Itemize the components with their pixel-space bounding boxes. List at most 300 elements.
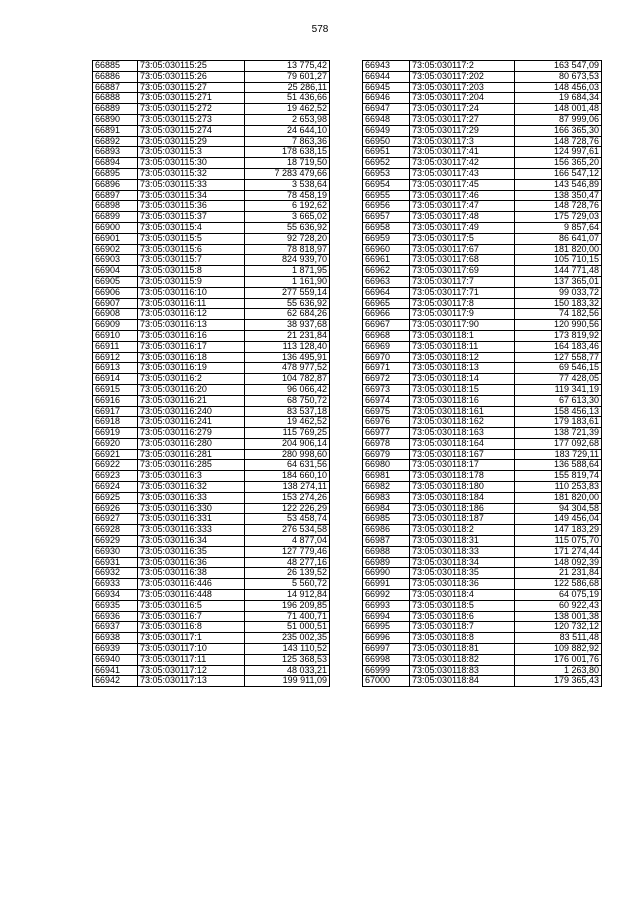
value-cell: 199 911,09: [245, 676, 330, 687]
value-cell: 136 588,64: [515, 460, 602, 471]
row-number-cell: 66937: [93, 622, 138, 633]
cadastral-number-cell: 73:05:030115:273: [138, 114, 245, 125]
value-cell: 48 033,21: [245, 665, 330, 676]
cadastral-number-cell: 73:05:030118:15: [410, 384, 515, 395]
cadastral-number-cell: 73:05:030118:81: [410, 644, 515, 655]
cadastral-number-cell: 73:05:030116:5: [138, 600, 245, 611]
cadastral-number-cell: 73:05:030116:35: [138, 546, 245, 557]
row-number-cell: 66985: [363, 514, 410, 525]
row-number-cell: 66958: [363, 222, 410, 233]
row-number-cell: 66919: [93, 428, 138, 439]
table-row: [93, 212, 330, 223]
table-row: [363, 374, 602, 385]
cadastral-number-cell: 73:05:030118:16: [410, 395, 515, 406]
cadastral-number-cell: 73:05:030116:241: [138, 417, 245, 428]
table-row: [93, 71, 330, 82]
row-number-cell: 66905: [93, 276, 138, 287]
value-cell: 148 728,76: [515, 136, 602, 147]
value-cell: 143 110,52: [245, 644, 330, 655]
cadastral-number-cell: 73:05:030118:33: [410, 546, 515, 557]
value-cell: 105 710,15: [515, 255, 602, 266]
cadastral-number-cell: 73:05:030118:83: [410, 665, 515, 676]
value-cell: 21 231,84: [515, 568, 602, 579]
cadastral-number-cell: 73:05:030118:180: [410, 482, 515, 493]
cadastral-number-cell: 73:05:030116:240: [138, 406, 245, 417]
row-number-cell: 66911: [93, 341, 138, 352]
row-number-cell: 66939: [93, 644, 138, 655]
row-number-cell: 66970: [363, 352, 410, 363]
register-table-left-body: [93, 61, 330, 687]
row-number-cell: 66891: [93, 125, 138, 136]
cadastral-number-cell: 73:05:030116:13: [138, 320, 245, 331]
value-cell: 175 729,03: [515, 212, 602, 223]
value-cell: 166 547,12: [515, 168, 602, 179]
cadastral-number-cell: 73:05:030116:10: [138, 287, 245, 298]
row-number-cell: 66972: [363, 374, 410, 385]
table-row: [93, 363, 330, 374]
cadastral-number-cell: 73:05:030117:204: [410, 93, 515, 104]
row-number-cell: 66975: [363, 406, 410, 417]
value-cell: 122 226,29: [245, 503, 330, 514]
value-cell: 120 732,12: [515, 622, 602, 633]
table-row: [363, 276, 602, 287]
value-cell: 138 274,11: [245, 482, 330, 493]
cadastral-number-cell: 73:05:030116:19: [138, 363, 245, 374]
table-row: [363, 622, 602, 633]
table-row: [93, 406, 330, 417]
table-row: [363, 179, 602, 190]
value-cell: 68 750,72: [245, 395, 330, 406]
value-cell: 155 819,74: [515, 471, 602, 482]
table-row: [93, 244, 330, 255]
row-number-cell: 66918: [93, 417, 138, 428]
table-row: [363, 449, 602, 460]
cadastral-number-cell: 73:05:030118:13: [410, 363, 515, 374]
value-cell: 1 263,80: [515, 665, 602, 676]
table-row: [363, 201, 602, 212]
row-number-cell: 66922: [93, 460, 138, 471]
table-row: [93, 417, 330, 428]
cadastral-number-cell: 73:05:030117:202: [410, 71, 515, 82]
value-cell: 64 075,19: [515, 590, 602, 601]
value-cell: 21 231,84: [245, 330, 330, 341]
value-cell: 183 729,11: [515, 449, 602, 460]
table-row: [93, 492, 330, 503]
value-cell: 4 877,04: [245, 536, 330, 547]
cadastral-number-cell: 73:05:030117:3: [410, 136, 515, 147]
table-row: [363, 233, 602, 244]
table-row: [363, 363, 602, 374]
value-cell: 7 283 479,66: [245, 168, 330, 179]
row-number-cell: 66961: [363, 255, 410, 266]
table-row: [363, 633, 602, 644]
row-number-cell: 66929: [93, 536, 138, 547]
value-cell: 71 400,71: [245, 611, 330, 622]
value-cell: 87 999,06: [515, 114, 602, 125]
row-number-cell: 66991: [363, 579, 410, 590]
table-row: [363, 417, 602, 428]
table-row: [363, 287, 602, 298]
value-cell: 113 128,40: [245, 341, 330, 352]
cadastral-number-cell: 73:05:030118:167: [410, 449, 515, 460]
value-cell: 119 341,19: [515, 384, 602, 395]
cadastral-number-cell: 73:05:030115:8: [138, 266, 245, 277]
cadastral-number-cell: 73:05:030117:10: [138, 644, 245, 655]
cadastral-number-cell: 73:05:030118:5: [410, 600, 515, 611]
value-cell: 122 586,68: [515, 579, 602, 590]
cadastral-number-cell: 73:05:030115:274: [138, 125, 245, 136]
table-row: [363, 330, 602, 341]
row-number-cell: 66964: [363, 287, 410, 298]
table-row: [363, 158, 602, 169]
cadastral-number-cell: 73:05:030117:2: [410, 61, 515, 72]
cadastral-number-cell: 73:05:030117:9: [410, 309, 515, 320]
table-row: [363, 266, 602, 277]
cadastral-number-cell: 73:05:030115:9: [138, 276, 245, 287]
row-number-cell: 66888: [93, 93, 138, 104]
table-row: [93, 557, 330, 568]
table-row: [93, 114, 330, 125]
cadastral-number-cell: 73:05:030116:2: [138, 374, 245, 385]
value-cell: 86 641,07: [515, 233, 602, 244]
value-cell: 148 092,39: [515, 557, 602, 568]
table-row: [93, 104, 330, 115]
cadastral-number-cell: 73:05:030118:14: [410, 374, 515, 385]
cadastral-number-cell: 73:05:030116:333: [138, 525, 245, 536]
row-number-cell: 66928: [93, 525, 138, 536]
row-number-cell: 66902: [93, 244, 138, 255]
cadastral-number-cell: 73:05:030117:12: [138, 665, 245, 676]
cadastral-number-cell: 73:05:030117:49: [410, 222, 515, 233]
value-cell: 115 769,25: [245, 428, 330, 439]
cadastral-number-cell: 73:05:030117:47: [410, 201, 515, 212]
value-cell: 51 436,66: [245, 93, 330, 104]
row-number-cell: 67000: [363, 676, 410, 687]
table-row: [363, 384, 602, 395]
value-cell: 104 782,87: [245, 374, 330, 385]
table-row: [363, 428, 602, 439]
row-number-cell: 66915: [93, 384, 138, 395]
value-cell: 64 631,56: [245, 460, 330, 471]
cadastral-number-cell: 73:05:030118:31: [410, 536, 515, 547]
cadastral-number-cell: 73:05:030118:184: [410, 492, 515, 503]
row-number-cell: 66990: [363, 568, 410, 579]
cadastral-number-cell: 73:05:030116:280: [138, 438, 245, 449]
row-number-cell: 66924: [93, 482, 138, 493]
cadastral-number-cell: 73:05:030116:281: [138, 449, 245, 460]
table-row: [363, 557, 602, 568]
table-row: [93, 633, 330, 644]
cadastral-number-cell: 73:05:030115:37: [138, 212, 245, 223]
table-row: [93, 644, 330, 655]
table-row: [93, 546, 330, 557]
cadastral-number-cell: 73:05:030117:45: [410, 179, 515, 190]
row-number-cell: 66994: [363, 611, 410, 622]
table-row: [93, 276, 330, 287]
table-row: [363, 471, 602, 482]
cadastral-number-cell: 73:05:030115:36: [138, 201, 245, 212]
cadastral-number-cell: 73:05:030118:34: [410, 557, 515, 568]
table-row: [363, 147, 602, 158]
table-row: [93, 590, 330, 601]
row-number-cell: 66904: [93, 266, 138, 277]
table-row: [93, 255, 330, 266]
row-number-cell: 66976: [363, 417, 410, 428]
value-cell: 19 462,52: [245, 417, 330, 428]
row-number-cell: 66965: [363, 298, 410, 309]
row-number-cell: 66960: [363, 244, 410, 255]
value-cell: 179 365,43: [515, 676, 602, 687]
cadastral-number-cell: 73:05:030117:68: [410, 255, 515, 266]
cadastral-number-cell: 73:05:030117:43: [410, 168, 515, 179]
cadastral-number-cell: 73:05:030117:69: [410, 266, 515, 277]
cadastral-number-cell: 73:05:030117:27: [410, 114, 515, 125]
cadastral-number-cell: 73:05:030118:163: [410, 428, 515, 439]
table-row: [93, 352, 330, 363]
row-number-cell: 66930: [93, 546, 138, 557]
cadastral-number-cell: 73:05:030115:25: [138, 61, 245, 72]
row-number-cell: 66950: [363, 136, 410, 147]
table-row: [93, 482, 330, 493]
value-cell: 79 601,27: [245, 71, 330, 82]
table-row: [363, 611, 602, 622]
register-table-right: [362, 60, 602, 687]
row-number-cell: 66969: [363, 341, 410, 352]
value-cell: 137 365,01: [515, 276, 602, 287]
cadastral-number-cell: 73:05:030117:1: [138, 633, 245, 644]
value-cell: 171 274,44: [515, 546, 602, 557]
table-row: [93, 471, 330, 482]
value-cell: 276 534,58: [245, 525, 330, 536]
value-cell: 173 819,92: [515, 330, 602, 341]
table-row: [363, 492, 602, 503]
row-number-cell: 66947: [363, 104, 410, 115]
row-number-cell: 66987: [363, 536, 410, 547]
cadastral-number-cell: 73:05:030118:164: [410, 438, 515, 449]
value-cell: 143 546,89: [515, 179, 602, 190]
row-number-cell: 66886: [93, 71, 138, 82]
value-cell: 124 997,61: [515, 147, 602, 158]
row-number-cell: 66923: [93, 471, 138, 482]
cadastral-number-cell: 73:05:030115:4: [138, 222, 245, 233]
value-cell: 13 775,42: [245, 61, 330, 72]
row-number-cell: 66914: [93, 374, 138, 385]
cadastral-number-cell: 73:05:030116:18: [138, 352, 245, 363]
row-number-cell: 66935: [93, 600, 138, 611]
row-number-cell: 66973: [363, 384, 410, 395]
row-number-cell: 66967: [363, 320, 410, 331]
value-cell: 148 456,03: [515, 82, 602, 93]
cadastral-number-cell: 73:05:030118:35: [410, 568, 515, 579]
table-row: [363, 644, 602, 655]
table-row: [93, 536, 330, 547]
value-cell: 2 653,98: [245, 114, 330, 125]
table-row: [363, 536, 602, 547]
table-row: [363, 71, 602, 82]
cadastral-number-cell: 73:05:030117:8: [410, 298, 515, 309]
cadastral-number-cell: 73:05:030117:13: [138, 676, 245, 687]
row-number-cell: 66912: [93, 352, 138, 363]
value-cell: 127 558,77: [515, 352, 602, 363]
table-row: [93, 449, 330, 460]
table-row: [93, 82, 330, 93]
table-row: [363, 136, 602, 147]
table-row: [363, 244, 602, 255]
value-cell: 184 660,10: [245, 471, 330, 482]
cadastral-number-cell: 73:05:030116:32: [138, 482, 245, 493]
cadastral-number-cell: 73:05:030116:3: [138, 471, 245, 482]
value-cell: 478 977,52: [245, 363, 330, 374]
row-number-cell: 66907: [93, 298, 138, 309]
table-row: [93, 384, 330, 395]
row-number-cell: 66979: [363, 449, 410, 460]
row-number-cell: 66977: [363, 428, 410, 439]
row-number-cell: 66974: [363, 395, 410, 406]
value-cell: 178 638,15: [245, 147, 330, 158]
cadastral-number-cell: 73:05:030116:448: [138, 590, 245, 601]
table-row: [93, 341, 330, 352]
cadastral-number-cell: 73:05:030118:12: [410, 352, 515, 363]
row-number-cell: 66899: [93, 212, 138, 223]
cadastral-number-cell: 73:05:030116:16: [138, 330, 245, 341]
row-number-cell: 66910: [93, 330, 138, 341]
value-cell: 55 636,92: [245, 298, 330, 309]
value-cell: 148 728,76: [515, 201, 602, 212]
table-row: [363, 654, 602, 665]
row-number-cell: 66944: [363, 71, 410, 82]
table-row: [363, 320, 602, 331]
table-row: [93, 374, 330, 385]
cadastral-number-cell: 73:05:030115:26: [138, 71, 245, 82]
value-cell: 3 665,02: [245, 212, 330, 223]
table-row: [93, 622, 330, 633]
cadastral-number-cell: 73:05:030117:41: [410, 147, 515, 158]
row-number-cell: 66909: [93, 320, 138, 331]
row-number-cell: 66999: [363, 665, 410, 676]
row-number-cell: 66921: [93, 449, 138, 460]
value-cell: 92 728,20: [245, 233, 330, 244]
cadastral-number-cell: 73:05:030118:187: [410, 514, 515, 525]
table-row: [93, 266, 330, 277]
table-row: [93, 168, 330, 179]
value-cell: 1 871,95: [245, 266, 330, 277]
row-number-cell: 66953: [363, 168, 410, 179]
table-row: [363, 298, 602, 309]
value-cell: 153 274,26: [245, 492, 330, 503]
cadastral-number-cell: 73:05:030115:32: [138, 168, 245, 179]
row-number-cell: 66900: [93, 222, 138, 233]
value-cell: 9 857,64: [515, 222, 602, 233]
value-cell: 83 511,48: [515, 633, 602, 644]
row-number-cell: 66983: [363, 492, 410, 503]
row-number-cell: 66892: [93, 136, 138, 147]
cadastral-number-cell: 73:05:030115:33: [138, 179, 245, 190]
cadastral-number-cell: 73:05:030116:33: [138, 492, 245, 503]
row-number-cell: 66898: [93, 201, 138, 212]
value-cell: 77 428,05: [515, 374, 602, 385]
value-cell: 19 684,34: [515, 93, 602, 104]
table-row: [93, 600, 330, 611]
row-number-cell: 66895: [93, 168, 138, 179]
value-cell: 277 559,14: [245, 287, 330, 298]
value-cell: 179 183,61: [515, 417, 602, 428]
row-number-cell: 66934: [93, 590, 138, 601]
row-number-cell: 66998: [363, 654, 410, 665]
table-row: [363, 514, 602, 525]
cadastral-number-cell: 73:05:030117:46: [410, 190, 515, 201]
cadastral-number-cell: 73:05:030118:84: [410, 676, 515, 687]
table-row: [93, 222, 330, 233]
value-cell: 3 538,64: [245, 179, 330, 190]
cadastral-number-cell: 73:05:030115:29: [138, 136, 245, 147]
value-cell: 156 365,20: [515, 158, 602, 169]
cadastral-number-cell: 73:05:030118:1: [410, 330, 515, 341]
value-cell: 149 456,04: [515, 514, 602, 525]
cadastral-number-cell: 73:05:030115:27: [138, 82, 245, 93]
row-number-cell: 66938: [93, 633, 138, 644]
row-number-cell: 66887: [93, 82, 138, 93]
row-number-cell: 66940: [93, 654, 138, 665]
table-row: [93, 93, 330, 104]
row-number-cell: 66897: [93, 190, 138, 201]
table-row: [363, 590, 602, 601]
value-cell: 120 990,56: [515, 320, 602, 331]
row-number-cell: 66925: [93, 492, 138, 503]
cadastral-number-cell: 73:05:030116:17: [138, 341, 245, 352]
table-row: [363, 676, 602, 687]
value-cell: 55 636,92: [245, 222, 330, 233]
row-number-cell: 66996: [363, 633, 410, 644]
cadastral-number-cell: 73:05:030118:4: [410, 590, 515, 601]
table-row: [363, 482, 602, 493]
value-cell: 181 820,00: [515, 492, 602, 503]
cadastral-number-cell: 73:05:030116:20: [138, 384, 245, 395]
row-number-cell: 66955: [363, 190, 410, 201]
row-number-cell: 66951: [363, 147, 410, 158]
table-row: [93, 320, 330, 331]
row-number-cell: 66894: [93, 158, 138, 169]
row-number-cell: 66885: [93, 61, 138, 72]
row-number-cell: 66989: [363, 557, 410, 568]
row-number-cell: 66956: [363, 201, 410, 212]
cadastral-number-cell: 73:05:030115:3: [138, 147, 245, 158]
table-row: [363, 125, 602, 136]
value-cell: 94 304,58: [515, 503, 602, 514]
table-row: [93, 136, 330, 147]
table-row: [363, 114, 602, 125]
row-number-cell: 66993: [363, 600, 410, 611]
value-cell: 96 066,42: [245, 384, 330, 395]
value-cell: 1 161,90: [245, 276, 330, 287]
cadastral-number-cell: 73:05:030117:24: [410, 104, 515, 115]
table-row: [93, 330, 330, 341]
row-number-cell: 66943: [363, 61, 410, 72]
table-row: [93, 287, 330, 298]
table-row: [363, 255, 602, 266]
table-row: [363, 460, 602, 471]
cadastral-number-cell: 73:05:030116:12: [138, 309, 245, 320]
cadastral-number-cell: 73:05:030117:29: [410, 125, 515, 136]
cadastral-number-cell: 73:05:030118:8: [410, 633, 515, 644]
cadastral-number-cell: 73:05:030116:279: [138, 428, 245, 439]
table-row: [93, 676, 330, 687]
table-row: [93, 611, 330, 622]
cadastral-number-cell: 73:05:030115:34: [138, 190, 245, 201]
table-row: [93, 201, 330, 212]
cadastral-number-cell: 73:05:030116:11: [138, 298, 245, 309]
row-number-cell: 66927: [93, 514, 138, 525]
register-table-left: [92, 60, 330, 687]
